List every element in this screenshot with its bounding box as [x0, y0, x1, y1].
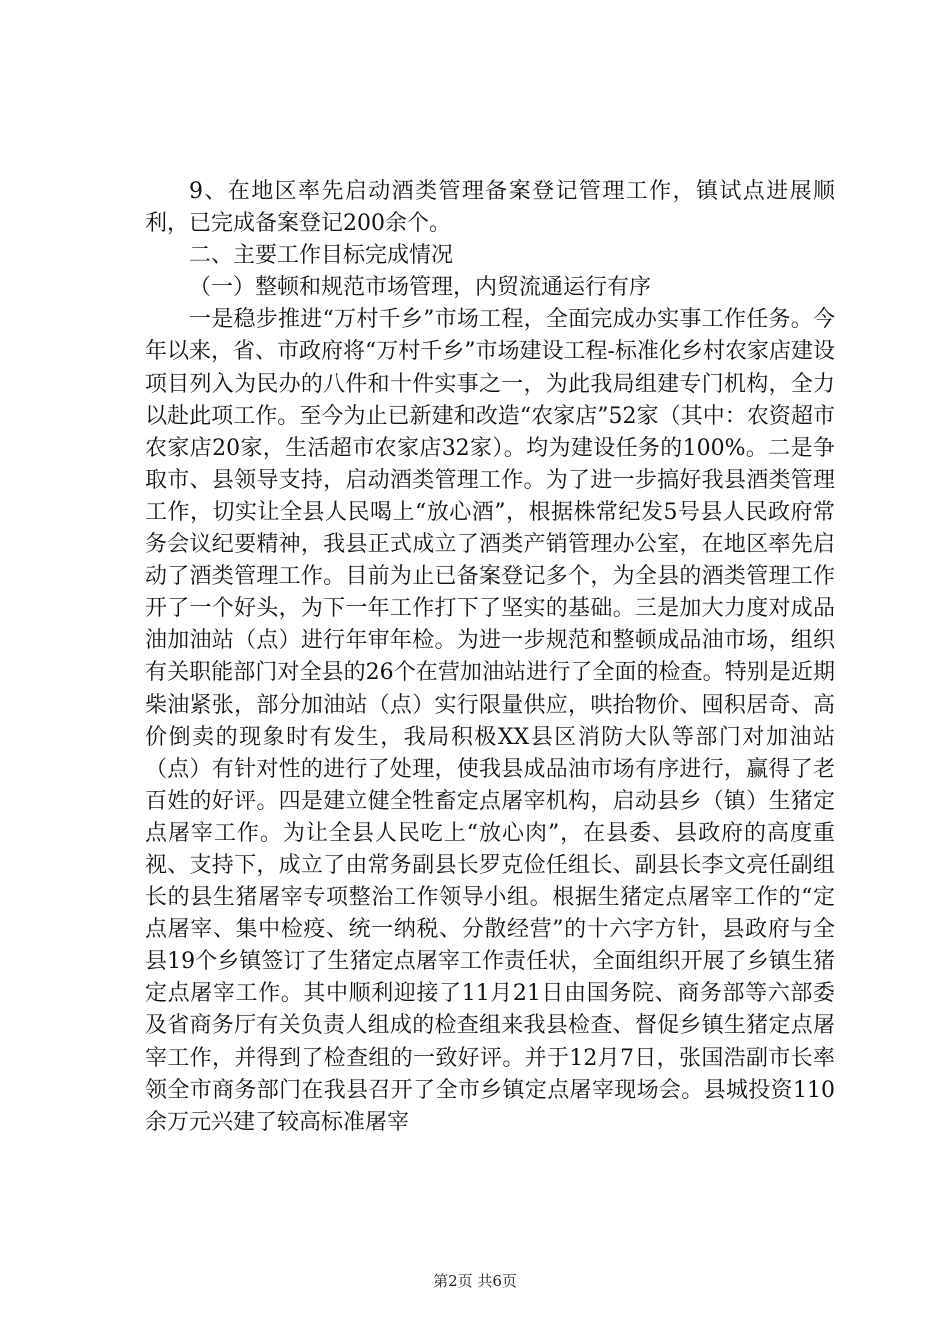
page-number-footer: 第2页 共6页 — [433, 1272, 517, 1290]
section-heading-2: 二、主要工作目标完成情况 — [189, 243, 454, 269]
document-body — [145, 176, 835, 1139]
body-paragraph: 一是稳步推进“万村千乡”市场工程，全面完成办实事工作任务。今年以来，省、市政府将“万村千乡”市场建设工程-标准化乡村农家店建设项目列入为民办的八件和十件实事之一，为此我局组建专门机构，全力以赴此项工作。至今为止已新建和改造“农家店”52家（其中：农资超市农家店20家，生活超市农家店32家）。均为建设任务的100%。二是争取市、县领导支持，启动酒类管理工作。为了进一步搞好我县酒类管理工作，切实让全县人民喝上“放心酒”，根据株常纪发5号县人民政府常务会议纪要精神，我县正式成立了酒类产销管理办公室，在地区率先启动了酒类管理工作。目前为止已备案登记多个，为全县的酒类管理工作开了一个好头，为下一年工作打下了坚实的基础。三是加大力度对成品油加油站（点）进行年审年检。为进一步规范和整顿成品油市场，组织有关职能部门对全县的26个在营加油站进行了全面的检查。特别是近期柴油紧张，部分加油站（点）实行限量供应，哄抬物价、囤积居奇、高价倒卖的现象时有发生，我局积极XX县区消防大队等部门对加油站（点）有针对性的进行了处理，使我县成品油市场有序进行，赢得了老百姓的好评。四是建立健全牲畜定点屠宰机构，启动县乡（镇）生猪定点屠宰工作。为让全县人民吃上“放心肉”，在县委、县政府的高度重视、支持下，成立了由常务副县长罗克俭任组长、副县长李文亮任副组长的县生猪屠宰专项整治工作领导小组。根据生猪定点屠宰工作的“定点屠宰、集中检疫、统一纳税、分散经营”的十六字方针，县政府与全县19个乡镇签订了生猪定点屠宰工作责任状，全面组织开展了乡镇生猪定点屠宰工作。其中顺利迎接了11月21日由国务院、商务部等六部委及省商务厅有关负责人组成的检查组来我县检查、督促乡镇生猪定点屠宰工作，并得到了检查组的一致好评。并于12月7日，张国浩副市长率领全市商务部门在我县召开了全市乡镇定点屠宰现场会。县城投资110余万元兴建了较高标准屠宰 — [145, 307, 835, 1135]
paragraph-item-9: 9、在地区率先启动酒类管理备案登记管理工作，镇试点进展顺利，已完成备案登记200余个。 — [145, 179, 835, 237]
subsection-heading-1: （一）整顿和规范市场管理，内贸流通运行有序 — [189, 275, 652, 301]
